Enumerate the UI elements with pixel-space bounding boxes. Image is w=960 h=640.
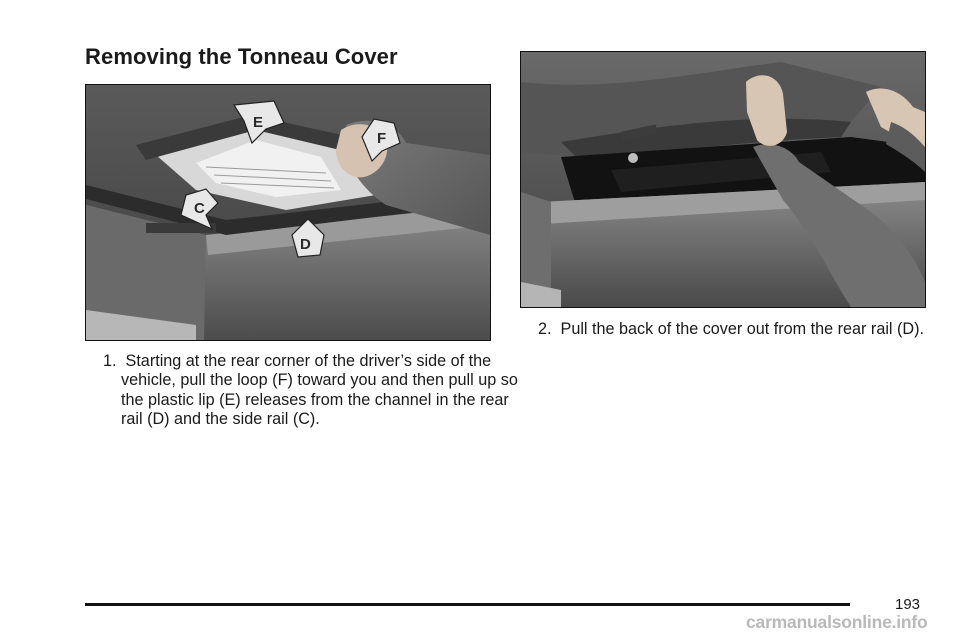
footer-rule [85, 603, 850, 606]
photo-release-corner [85, 84, 491, 341]
step-1 [91, 352, 521, 430]
step-2 [526, 320, 936, 339]
step-1-number: 1. [103, 352, 117, 370]
watermark: carmanualsonline.info [746, 612, 928, 632]
page-number: 193 [895, 596, 921, 613]
svg-text:E: E [253, 114, 264, 131]
section-title: Removing the Tonneau Cover [85, 44, 398, 69]
svg-text:D: D [300, 236, 311, 253]
step-2-text: Pull the back of the cover out from the rear rail (D). [560, 320, 924, 338]
photo-pull-cover [520, 51, 926, 308]
svg-text:C: C [194, 200, 205, 217]
photo-pull-cover-illustration [521, 52, 925, 307]
step-2-number: 2. [538, 320, 552, 338]
photo-release-corner-illustration [86, 85, 490, 340]
step-1-text: Starting at the rear corner of the driver’s side of the vehicle, pull the loop (F) toward you and then pull up so the plastic lip (E) releases from the channel in the rear rail (D) and the side rail (C). [121, 352, 518, 429]
svg-text:F: F [377, 130, 387, 147]
